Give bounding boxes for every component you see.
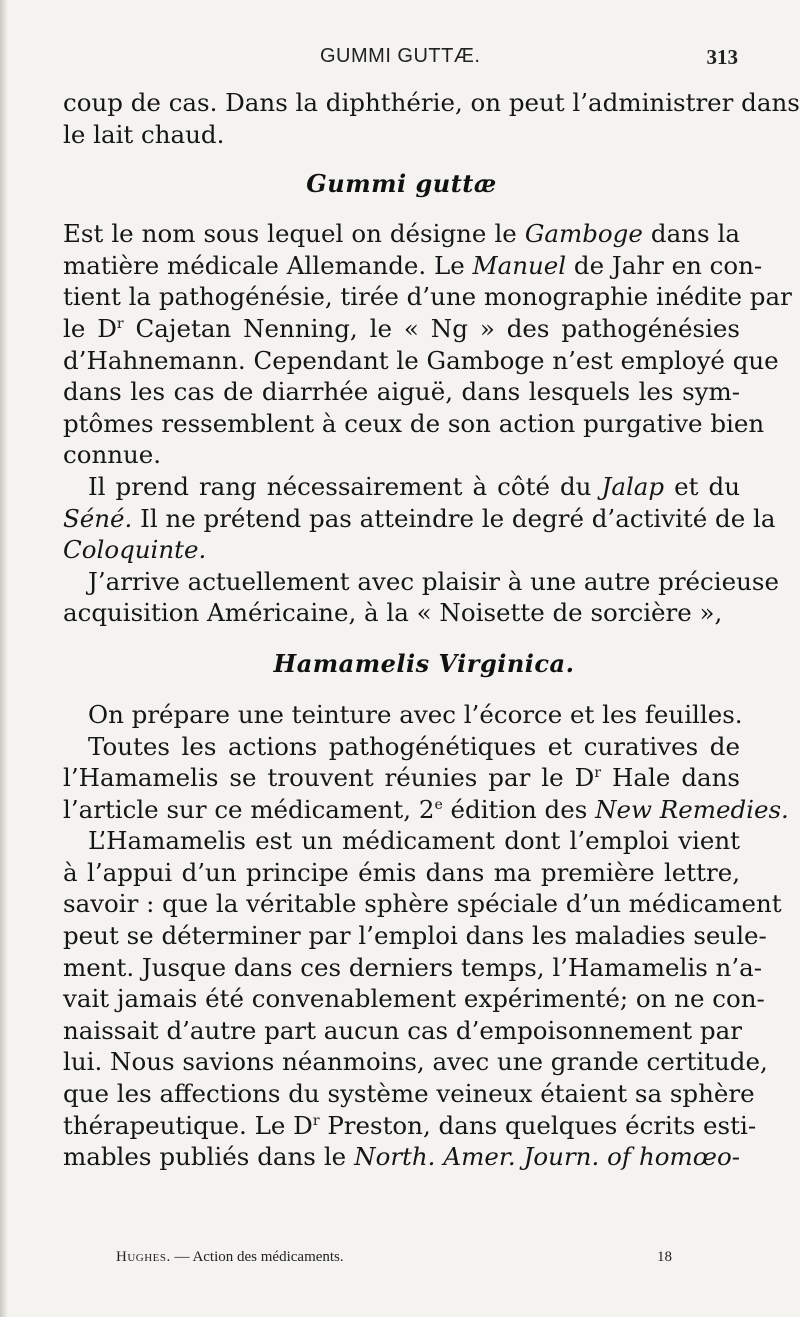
paragraph-7 (63, 825, 782, 1173)
text-line (63, 794, 789, 826)
text-line: vait jamais été convenablement expérimenté; on ne con- (63, 984, 765, 1014)
text-line: coup de cas. Dans la diphthérie, on peut l’administrer dans (63, 88, 800, 117)
text-span: édition des (442, 794, 588, 824)
page-edge-shadow (0, 0, 8, 1317)
text-line: On prépare une teinture avec l’écorce et les feuilles. (88, 699, 743, 729)
text-span: Preston, dans quelques écrits esti- (319, 1110, 757, 1140)
paragraph-4 (63, 566, 779, 629)
superscript: r (312, 1112, 320, 1129)
superscript: r (116, 315, 124, 332)
superscript: r (594, 764, 602, 781)
text-line: lui. Nous savions néanmoins, avec une grande certitude, (63, 1047, 768, 1077)
author-name: Hughes. (116, 1249, 171, 1265)
text-line (63, 218, 740, 250)
text-span: dans la (650, 219, 740, 249)
text-line: peut se déterminer par l’emploi dans les maladies seule- (63, 921, 767, 951)
text-line (63, 1110, 757, 1142)
text-line (63, 250, 763, 282)
text-line: ment. Jusque dans ces derniers temps, l’Hamamelis n’a- (63, 952, 763, 982)
text-span: Il ne prétend pas atteindre le degré d’activité de la (140, 503, 776, 533)
italic-term: Jalap (601, 471, 665, 501)
text-span: le D (63, 313, 117, 343)
italic-term: New Remedies. (595, 794, 789, 824)
text-span: matière médicale Allemande. Le (63, 250, 465, 280)
italic-term: Manuel (472, 250, 567, 280)
section-heading-gummi-guttae: Gummi guttæ (306, 169, 497, 199)
text-span: et du (674, 471, 740, 501)
text-line: à l’appui d’un principe émis dans ma première lettre, (63, 857, 740, 887)
superscript: e (434, 796, 443, 813)
sheet-number: 18 (657, 1249, 672, 1265)
italic-term: North. Amer. Journ. of homœo- (354, 1142, 740, 1172)
text-span: thérapeutique. Le D (63, 1110, 313, 1140)
page-header (0, 45, 800, 75)
text-line (63, 762, 740, 794)
text-line (63, 1141, 740, 1173)
text-line (63, 471, 740, 503)
section-heading-hamamelis: Hamamelis Virginica. (273, 648, 575, 678)
paragraph-1 (63, 87, 800, 150)
text-line: savoir : que la véritable sphère spéciale d’un médicament (63, 889, 782, 919)
text-span: Est le nom sous lequel on désigne le (63, 219, 517, 249)
text-span: l’Hamamelis se trouvent réunies par le D (63, 763, 595, 793)
book-title: — Action des médicaments. (170, 1249, 344, 1265)
paragraph-6 (63, 731, 789, 826)
text-span: de Jahr en con- (573, 250, 763, 280)
page-footer (0, 1249, 800, 1273)
text-line: Coloquinte. (63, 535, 207, 565)
text-line: connue. (63, 440, 162, 470)
text-span: Il prend rang nécessairement à côté du (88, 471, 592, 501)
text-line: J’arrive actuellement avec plaisir à une autre précieuse (88, 566, 779, 596)
paragraph-3 (63, 471, 776, 566)
text-line: le lait chaud. (63, 119, 225, 149)
italic-term: Séné. (63, 503, 133, 533)
running-title: GUMMI GUTTÆ. (320, 45, 481, 67)
paragraph-2 (63, 218, 792, 471)
signature-line (116, 1249, 344, 1266)
text-line: acquisition Américaine, à la « Noisette de sorcière », (63, 598, 723, 628)
text-line: tient la pathogénésie, tirée d’une monographie inédite par (63, 282, 792, 312)
text-line: L’Hamamelis est un médicament dont l’emploi vient (88, 826, 740, 856)
text-span: Cajetan Nenning, le « Ng » des pathogénésies (123, 313, 741, 343)
italic-term: Gamboge (524, 219, 643, 249)
text-line: Toutes les actions pathogénétiques et curatives de (88, 731, 740, 761)
text-line (63, 503, 776, 535)
text-line (63, 313, 740, 345)
paragraph-5 (63, 699, 743, 731)
text-line: que les affections du système veineux étaient sa sphère (63, 1079, 755, 1109)
text-span: mables publiés dans le (63, 1142, 347, 1172)
text-line: ptômes ressemblent à ceux de son action purgative bien (63, 408, 765, 438)
text-span: l’article sur ce médicament, 2 (63, 794, 435, 824)
page-number: 313 (706, 45, 738, 69)
text-line: dans les cas de diarrhée aiguë, dans lesquels les sym- (63, 377, 740, 407)
page-body (63, 87, 800, 1173)
text-span: Hale dans (601, 763, 741, 793)
text-line: naissait d’autre part aucun cas d’empoisonnement par (63, 1015, 742, 1045)
text-line: d’Hahnemann. Cependant le Gamboge n’est employé que (63, 345, 779, 375)
